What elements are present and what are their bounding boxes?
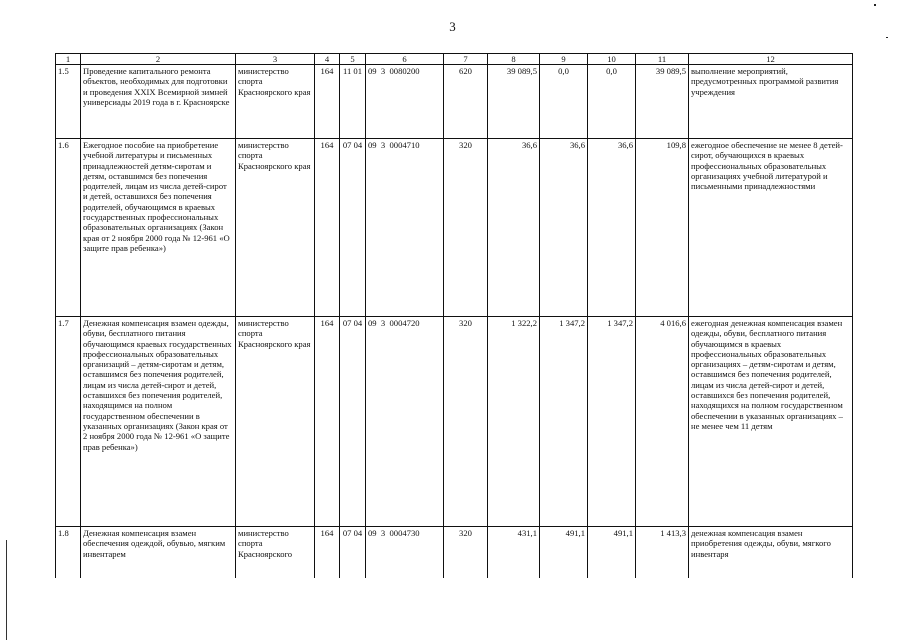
expected-result: ежегодное обеспечение не менее 8 детей-сирот, обучающихся в краевых профессиональных образовательных организациях учебной литературой и письменными принадлежностями [689, 139, 853, 317]
row-number: 1.8 [56, 527, 81, 579]
expected-result: ежегодная денежная компенсация взамен одежды, обуви, бесплатного питания обучающимся в краевых профессиональных образовательных организациях – детям-сиротам и детям, оставшимся без попечения родителей, лицам из числа детей-сирот и детей, оставшихся без попечения родителей, находящихся на полном государственном обеспечении в указанных организациях – не менее чем 11 детям [689, 317, 853, 527]
table-row [56, 139, 853, 317]
amount-year-3: 491,1 [588, 527, 636, 579]
csr-code: 09 3 0080200 [366, 65, 444, 139]
col-header: 4 [315, 54, 340, 65]
col-header: 7 [444, 54, 488, 65]
program-measures-table [55, 53, 853, 578]
table-row [56, 317, 853, 527]
vr-code: 320 [444, 527, 488, 579]
amount-total: 1 413,3 [636, 527, 689, 579]
measure-name: Денежная компенсация взамен одежды, обуви, бесплатного питания обучающимся краевых государственных профессиональных образовательных организаций – детям-сиротам и детям, оставшимся без попечения родителей, лицам из числа детей-сирот и детей, оставшихся без попечения родителей, находящимся на полном государственном обеспечении в указанных организациях (Закон края от 2 ноября 2000 года № 12-961 «О защите прав ребенка») [81, 317, 236, 527]
ministry: министерство спорта Красноярского [236, 527, 315, 579]
grbs-code: 164 [315, 65, 340, 139]
col-header: 11 [636, 54, 689, 65]
col-header: 2 [81, 54, 236, 65]
expected-result: выполнение мероприятий, предусмотренных программой развития учреждения [689, 65, 853, 139]
table-row [56, 65, 853, 139]
grbs-code: 164 [315, 527, 340, 579]
amount-year-1: 1 322,2 [488, 317, 540, 527]
amount-year-3: 36,6 [588, 139, 636, 317]
col-header: 9 [540, 54, 588, 65]
measure-name: Ежегодное пособие на приобретение учебной литературы и письменных принадлежностей детям-сиротам и детям, оставшимся без попечения родителей, лицам из числа детей-сирот и детей, оставшихся без попечения родителей, обучающимся в краевых государственных профессиональных образовательных организациях (Закон края от 2 ноября 2000 года № 12-961 «О защите прав ребенка») [81, 139, 236, 317]
col-header: 10 [588, 54, 636, 65]
col-header: 8 [488, 54, 540, 65]
amount-year-1: 39 089,5 [488, 65, 540, 139]
rzpr-code: 07 04 [340, 527, 366, 579]
amount-year-2: 36,6 [540, 139, 588, 317]
page-number: 3 [449, 19, 456, 34]
amount-year-2: 491,1 [540, 527, 588, 579]
row-number: 1.6 [56, 139, 81, 317]
rzpr-code: 07 04 [340, 139, 366, 317]
row-number: 1.7 [56, 317, 81, 527]
expected-result: денежная компенсация взамен приобретения одежды, обуви, мягкого инвентаря [689, 527, 853, 579]
grbs-code: 164 [315, 317, 340, 527]
col-header: 3 [236, 54, 315, 65]
table-row [56, 527, 853, 579]
ministry: министерство спорта Красноярского края [236, 139, 315, 317]
amount-total: 109,8 [636, 139, 689, 317]
amount-year-1: 36,6 [488, 139, 540, 317]
csr-code: 09 3 0004720 [366, 317, 444, 527]
vr-code: 320 [444, 317, 488, 527]
ministry: министерство спорта Красноярского края [236, 317, 315, 527]
grbs-code: 164 [315, 139, 340, 317]
vr-code: 320 [444, 139, 488, 317]
csr-code: 09 3 0004730 [366, 527, 444, 579]
measure-name: Проведение капитального ремонта объектов, необходимых для подготовки и проведения XXIX Всемирной зимней универсиады 2019 года в г. Красноярске [81, 65, 236, 139]
rzpr-code: 11 01 [340, 65, 366, 139]
amount-year-1: 431,1 [488, 527, 540, 579]
measure-name: Денежная компенсация взамен обеспечения одеждой, обувью, мягким инвентарем [81, 527, 236, 579]
amount-total: 39 089,5 [636, 65, 689, 139]
row-number: 1.5 [56, 65, 81, 139]
col-header: 12 [689, 54, 853, 65]
col-header: 5 [340, 54, 366, 65]
amount-year-3: 0,0 [588, 65, 636, 139]
csr-code: 09 3 0004710 [366, 139, 444, 317]
rzpr-code: 07 04 [340, 317, 366, 527]
amount-year-2: 1 347,2 [540, 317, 588, 527]
amount-year-3: 1 347,2 [588, 317, 636, 527]
col-header: 6 [366, 54, 444, 65]
col-header: 1 [56, 54, 81, 65]
vr-code: 620 [444, 65, 488, 139]
ministry: министерство спорта Красноярского края [236, 65, 315, 139]
amount-year-2: 0,0 [540, 65, 588, 139]
amount-total: 4 016,6 [636, 317, 689, 527]
column-number-row [56, 54, 853, 65]
